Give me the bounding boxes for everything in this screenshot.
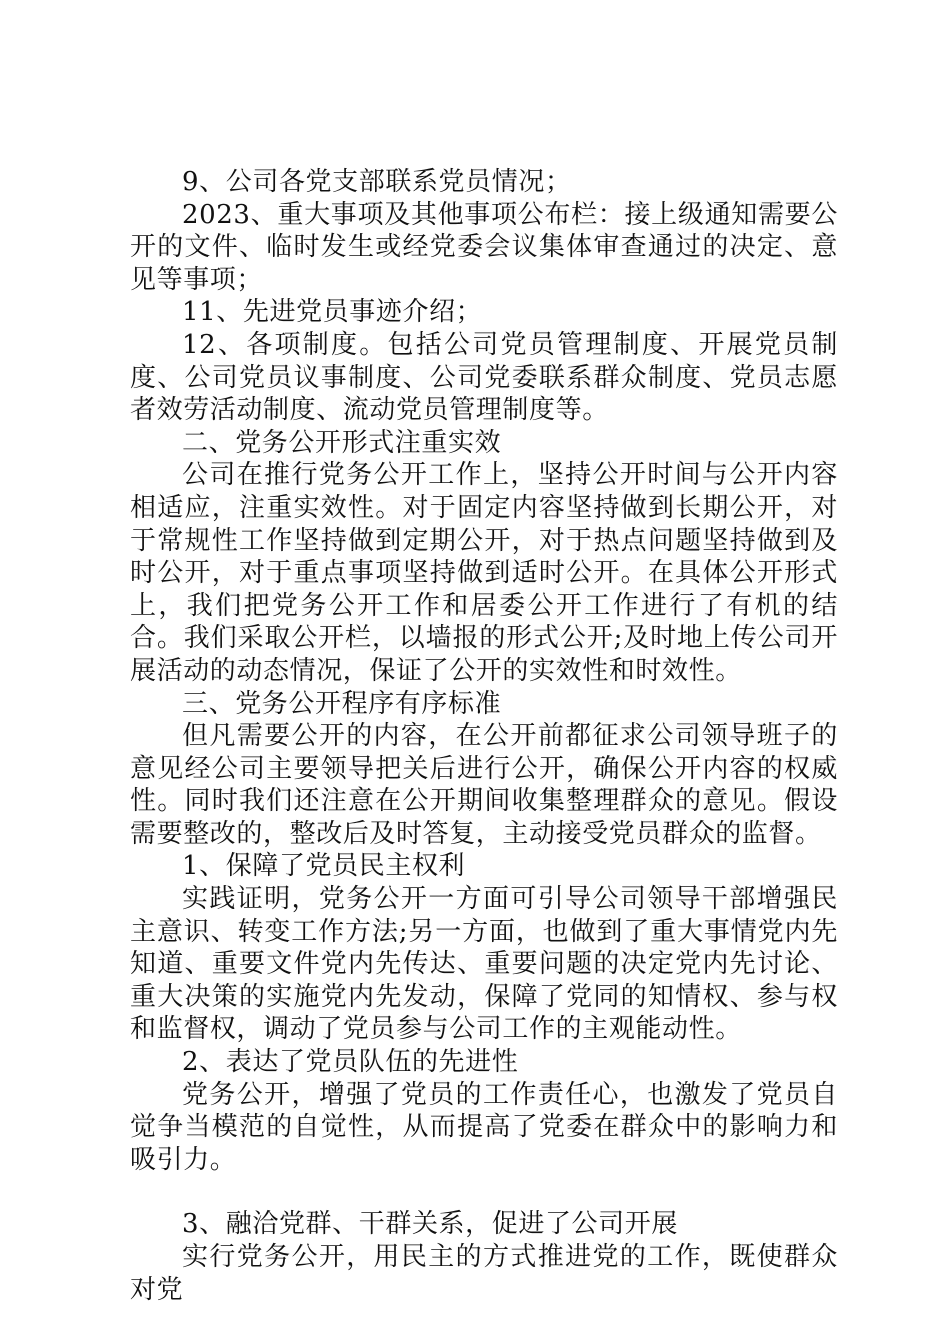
subheading-1: 1、保障了党员民主权利 [182,851,466,882]
section-heading-3: 三、党务公开程序有序标准 [182,688,502,719]
section-heading-2: 二、党务公开形式注重实效 [182,427,502,458]
body-paragraph: 实行党务公开，用民主的方式推进党的工作，既使群众对党 [130,1242,838,1305]
subheading-3: 3、融洽党群、干群关系，促进了公司开展 [182,1209,678,1240]
body-paragraph: 实践证明，党务公开一方面可引导公司领导干部增强民主意识、转变工作方法;另一方面，也做到了重大事情党内先知道、重要文件党内先传达、重要问题的决定党内先讨论、重大决策的实施党内先发动，保障了党同的知情权、参与权和监督权，调动了党员参与公司工作的主观能动性。 [130,884,838,1045]
list-item-9: 9、公司各党支部联系党员情况； [182,167,572,197]
document-body [130,166,838,1306]
body-paragraph: 公司在推行党务公开工作上，坚持公开时间与公开内容相适应，注重实效性。对于固定内容坚持做到长期公开，对于常规性工作坚持做到定期公开，对于热点问题坚持做到及时公开，对于重点事项坚持做到适时公开。在具体公开形式上，我们把党务公开工作和居委公开工作进行了有机的结合。我们采取公开栏，以墙报的形式公开;及时地上传公司开展活动的动态情况，保证了公开的实效性和时效性。 [130,460,838,686]
list-item-10: 2023、重大事项及其他事项公布栏：接上级通知需要公开的文件、临时发生或经党委会议集体审查通过的决定、意见等事项； [130,199,838,295]
body-paragraph: 但凡需要公开的内容，在公开前都征求公司领导班子的意见经公司主要领导把关后进行公开，确保公开内容的权威性。同时我们还注意在公开期间收集整理群众的意见。假设需要整改的，整改后及时答复，主动接受党员群众的监督。 [130,721,838,849]
list-item-11: 11、先进党员事迹介绍； [182,297,483,328]
list-item-12: 12、各项制度。包括公司党员管理制度、开展党员制度、公司党员议事制度、公司党委联系群众制度、党员志愿者效劳活动制度、流动党员管理制度等。 [130,329,838,426]
body-paragraph: 党务公开，增强了党员的工作责任心，也激发了党员自觉争当模范的自觉性，从而提高了党委在群众中的影响力和吸引力。 [130,1079,838,1175]
subheading-2: 2、表达了党员队伍的先进性 [182,1047,519,1078]
